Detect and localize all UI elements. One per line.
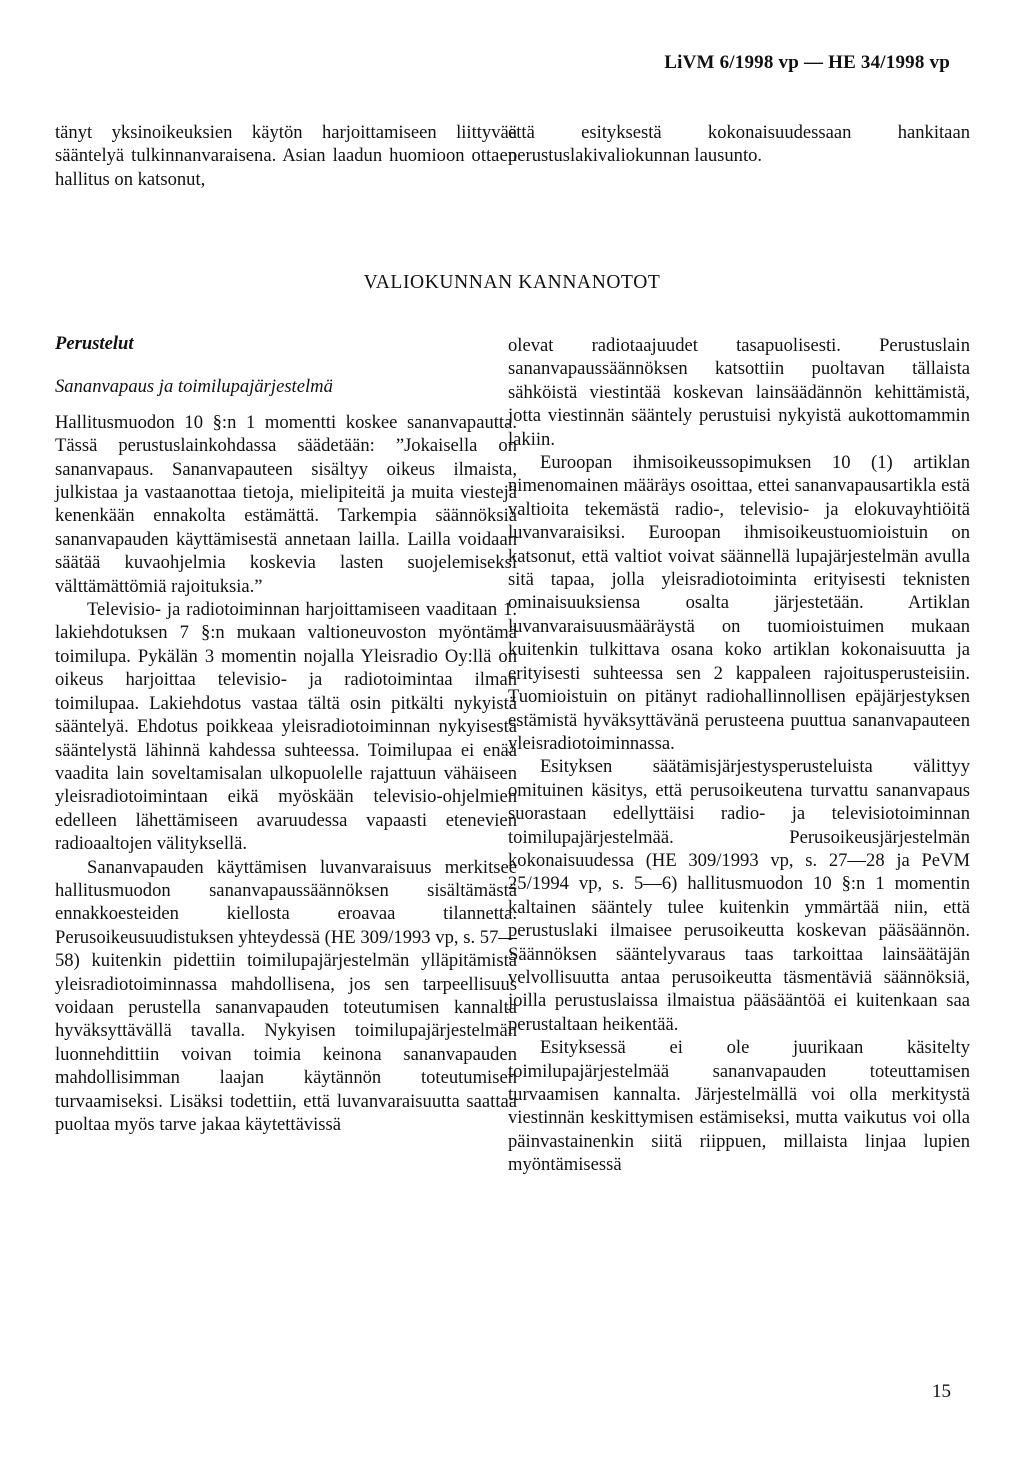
paragraph: Televisio- ja radiotoiminnan harjoittamiseen vaaditaan 1. lakiehdotuksen 7 §:n mukaan valtioneuvoston myöntämä toimilupa. Pykälän 3 momentin nojalla Yleisradio Oy:llä on oikeus harjoittaa televisio- ja radiotoimintaa ilman toimilupaa. Lakiehdotus vastaa tältä osin pitkälti nykyistä sääntelyä. Ehdotus poikkeaa yleisradiotoiminnan nykyisestä sääntelystä lähinnä kahdessa suhteessa. Toimilupaa ei enää vaadita lain soveltamisalan ulkopuolelle rajattuun vähäiseen yleisradiotoimintaan eikä myöskään televisio-ohjelmien edelleen lähettämiseen avaruudessa vapaasti etenevien radioaaltojen välityksellä. xyxy=(55,599,517,855)
top-left-text-block xyxy=(55,121,517,191)
paragraph: Esityksen säätämisjärjestysperusteluista välittyy omituinen käsitys, että perusoikeutena turvattu sananvapaus suorastaan edellyttäisi radio- ja televisiotoiminnan toimilupajärjestelmää. Perusoikeusjärjestelmän kokonaisuudessa (HE 309/1993 vp, s. 27—28 ja PeVM 25/1994 vp, s. 5—6) hallitusmuodon 10 §:n 1 momentin kaltainen sääntely tulee kuitenkin ymmärtää niin, että perustuslaki ilmaisee perusoikeutta koskevan pääsäännön. Säännöksen sääntelyvaraus taas tarkoittaa lainsäätäjän velvollisuutta antaa perusoikeutta täsmentäviä säännöksiä, joilla perustuslaissa ilmaistua pääsääntöä ei kuitenkaan saa perustaltaan heikentää. xyxy=(508,756,970,1035)
paragraph: Hallitusmuodon 10 §:n 1 momentti koskee sananvapautta. Tässä perustuslainkohdassa säädetään: ”Jokaisella on sananvapaus. Sananvapauteen sisältyy oikeus ilmaista, julkistaa ja vastaanottaa tietoja, mielipiteitä ja muita viestejä kenenkään ennakolta estämättä. Tarkempia säännöksiä sananvapauden käyttämisestä annetaan lailla. Lailla voidaan säätää kuvaohjelmia koskevia lasten suojelemiseksi välttämättömiä rajoituksia.” xyxy=(55,411,517,597)
page-number: 15 xyxy=(932,1381,951,1402)
top-right-paragraph: että esityksestä kokonaisuudessaan hankitaan perustuslakivaliokunnan lausunto. xyxy=(508,122,970,167)
paragraph: olevat radiotaajuudet tasapuolisesti. Perustuslain sananvapaussäännöksen katsottiin puoltavan tällaista sähköistä viestintää koskevan lainsäädännön kehittämistä, jotta viestinnän sääntely perustuisi nykyistä aukottomammin lakiin. xyxy=(508,335,970,450)
paragraph: Esityksessä ei ole juurikaan käsitelty toimilupajärjestelmää sananvapauden toteuttamisen turvaamisen kannalta. Järjestelmällä voi olla merkitystä viestinnän keskittymisen estämiseksi, mutta vaikutus voi olla päinvastainenkin siitä riippuen, millaista linjaa lupien myöntämisessä xyxy=(508,1037,970,1176)
paragraph: Sananvapauden käyttämisen luvanvaraisuus merkitsee hallitusmuodon sananvapaussäännöksen sisältämästä ennakkoesteiden kiellosta eroavaa tilannetta. Perusoikeusuudistuksen yhteydessä (HE 309/1993 vp, s. 57—58) kuitenkin pidettiin toimilupajärjestelmän ylläpitämistä yleisradiotoiminnassa mahdollisena, jos sen tarpeellisuus voidaan perustella sananvapauden toteutumisen kannalta hyväksyttävällä tavalla. Nykyisen toimilupajärjestelmän luonnehdittiin voivan toimia keinona sananvapauden mahdollisimman laajan käytännön toteutumisen turvaamiseksi. Lisäksi todettiin, että luvanvaraisuutta saattaa puoltaa myös tarve jakaa käytettävissä xyxy=(55,856,517,1135)
paragraph: Euroopan ihmisoikeussopimuksen 10 (1) artiklan nimenomainen määräys osoittaa, ettei sananvapausartikla estä valtioita tekemästä radio-, televisio- ja elokuvayhtiöitä luvanvaraisiksi. Euroopan ihmisoikeustuomioistuin on katsonut, että valtiot voivat säännellä lupajärjestelmän avulla sitä tapaa, jolla yleisradiotoiminta erityisesti teknisten ominaisuuksiensa osalta järjestetään. Artiklan luvanvaraisuusmääräystä on tuomioistuimen mukaan kuitenkin tulkittava osana koko artiklan kokonaisuutta ja erityisesti suhteessa sen 2 kappaleen rajoitusperusteisiin. Tuomioistuin on pitänyt radiohallinnollisen epäjärjestyksen estämistä hyväksyttävänä perusteena puuttua sananvapauteen yleisradiotoiminnassa. xyxy=(508,452,970,754)
top-right-text-block xyxy=(508,121,970,168)
right-column xyxy=(508,334,970,1177)
top-left-paragraph: tänyt yksinoikeuksien käytön harjoittamiseen liittyvää sääntelyä tulkinnanvaraisena. Asian laadun huomioon ottaen hallitus on katsonut, xyxy=(55,122,517,190)
section-subheading: Sananvapaus ja toimilupajärjestelmä xyxy=(55,376,333,398)
running-header: LiVM 6/1998 vp — HE 34/1998 vp xyxy=(664,52,950,73)
section-heading: Perustelut xyxy=(55,333,134,354)
left-column xyxy=(55,332,517,1136)
section-title: VALIOKUNNAN KANNANOTOT xyxy=(363,272,661,293)
